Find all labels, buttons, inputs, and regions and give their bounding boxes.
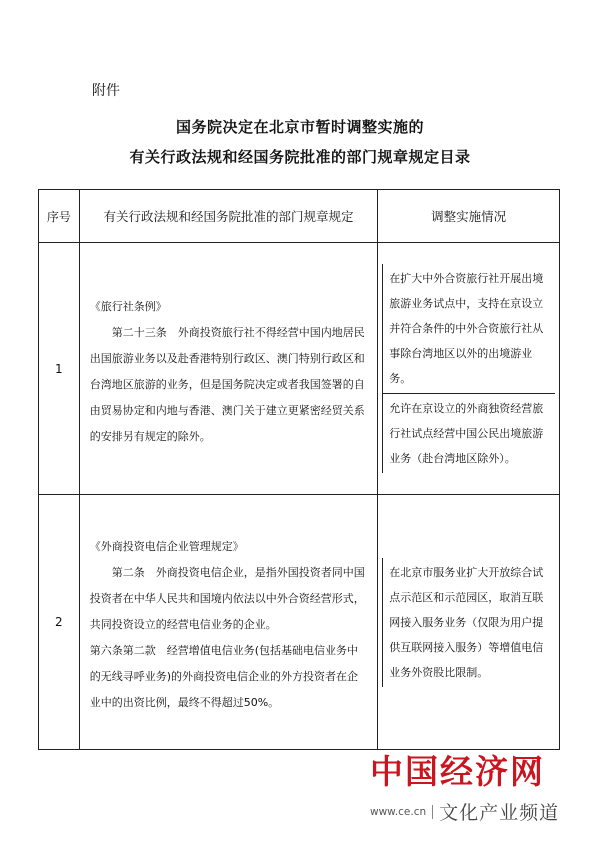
- regulation-cell: [79, 495, 378, 750]
- divider: [432, 805, 433, 819]
- attachment-label: 附件: [92, 83, 120, 99]
- header-no: 序号: [39, 190, 80, 243]
- header-adjustment: 调整实施情况: [378, 190, 560, 243]
- regulation-table: [38, 189, 560, 750]
- adjustment-cell: [378, 243, 560, 495]
- law-article: 第二条 外商投资电信企业，是指外国投资者同中国投资者在中华人民共和国境内依法以中外合资经营形式，共同投资设立的经营电信业务的企业。: [89, 566, 365, 631]
- law-article: 第二十三条 外商投资旅行社不得经营中国内地居民出国旅游业务以及赴香港特别行政区、澳门特别行政区和台湾地区旅游的业务，但是国务院决定或者我国签署的自由贸易协定和内地与香港、澳门关于建立更紧密经贸关系的安排另有规定的除外。: [89, 325, 365, 443]
- law-name: 《旅行社条例》: [89, 299, 167, 313]
- row-number: 2: [39, 495, 80, 750]
- document-title-line1: 国务院决定在北京市暂时调整实施的: [175, 118, 424, 136]
- adjustment-item: 在北京市服务业扩大开放综合试点示范区和示范园区，取消互联网接入服务业务（仅限为用户提供互联网接入服务）等增值电信业务外资股比限制。: [389, 565, 544, 679]
- site-logo: 中国经济网: [370, 752, 545, 791]
- site-watermark: [370, 752, 570, 825]
- adjustment-item: 在扩大中外合资旅行社开展出境旅游业务试点中，支持在京设立并符合条件的中外合资旅行社从事除台湾地区以外的出境游业务。: [389, 272, 544, 385]
- adjustment-item: 允许在京设立的外商独资经营旅行社试点经营中国公民出境旅游业务（赴台湾地区除外）。: [383, 393, 555, 473]
- table-row: [39, 243, 560, 495]
- law-name: 《外商投资电信企业管理规定》: [89, 540, 244, 553]
- table-header-row: [39, 190, 560, 243]
- header-regulation: 有关行政法规和经国务院批准的部门规章规定: [79, 190, 378, 243]
- site-url: www.ce.cn: [370, 805, 427, 818]
- document-title-line2: 有关行政法规和经国务院批准的部门规章规定目录: [129, 148, 471, 166]
- table-row: [39, 495, 560, 750]
- adjustment-cell: [378, 495, 560, 750]
- law-article: 第六条第二款 经营增值电信业务(包括基础电信业务中的无线寻呼业务)的外商投资电信企业的外方投资者在企业中的出资比例，最终不得超过50%。: [89, 644, 359, 709]
- row-number: 1: [39, 243, 80, 495]
- channel-name: 文化产业频道: [439, 802, 560, 824]
- regulation-cell: [79, 243, 378, 495]
